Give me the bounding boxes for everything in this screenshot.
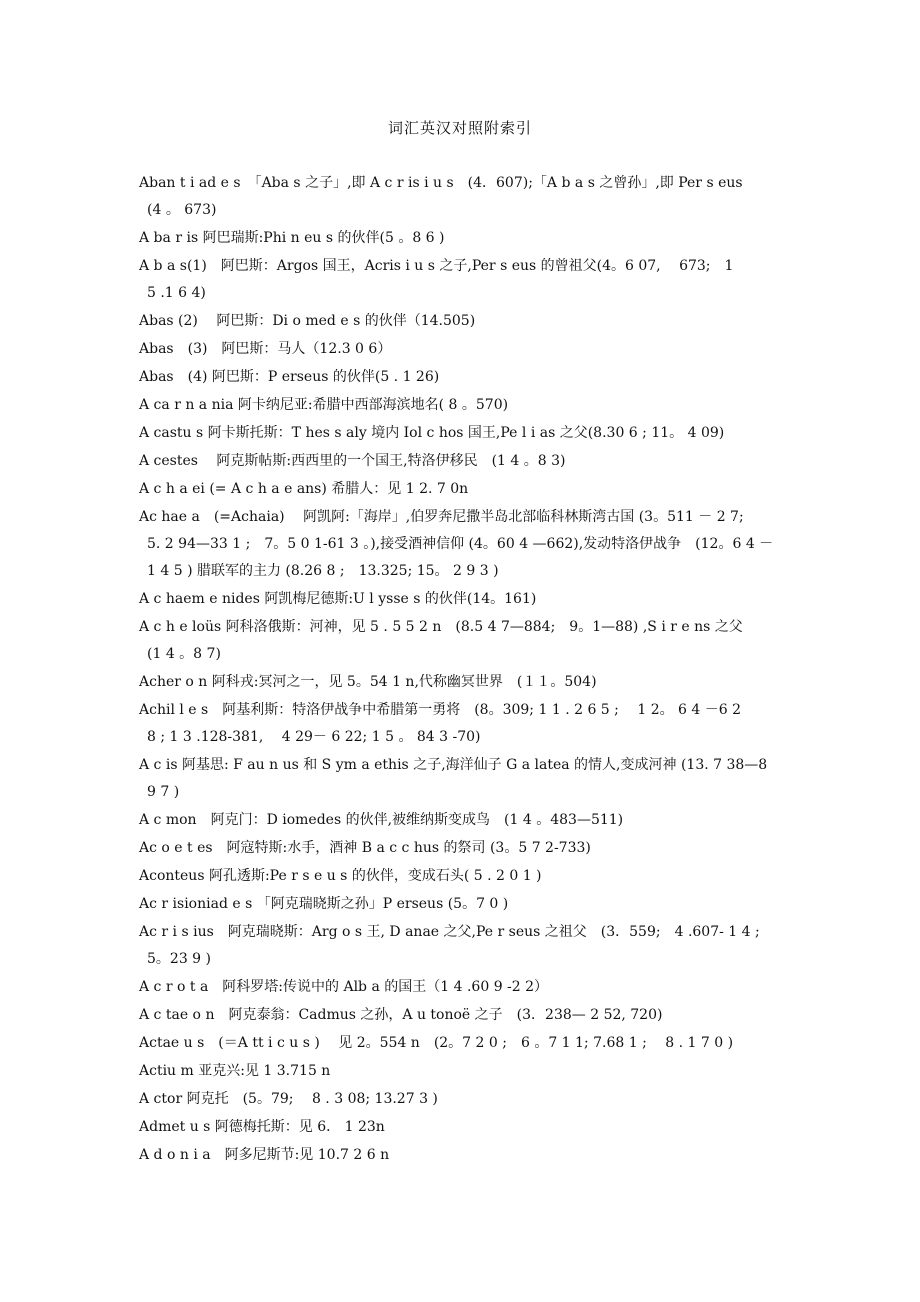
entry-line: Ac hae a (=Achaia) 阿凯阿:「海岸」,伯罗奔尼撒半岛北部临科林斯湾古国 (3。511 － 2 7; xyxy=(139,509,744,525)
index-entry-list xyxy=(139,170,799,1170)
index-entry xyxy=(139,336,799,363)
index-entry xyxy=(139,669,799,696)
entry-line: A c haem e nides 阿凯梅尼德斯:U l ysse s 的伙伴(14。161) xyxy=(139,591,537,607)
index-entry xyxy=(139,170,799,224)
entry-line: A ctor 阿克托 (5。79; 8 . 3 08; 13.27 3 ) xyxy=(139,1091,438,1107)
entry-continuation-line: 5 .1 6 4) xyxy=(147,285,206,301)
entry-line: A c h a ei (= A c h a e ans) 希腊人：见 1 2. 7 0n xyxy=(139,481,469,497)
index-entry xyxy=(139,1058,799,1085)
entry-line: Actiu m 亚克兴:见 1 3.715 n xyxy=(139,1063,331,1079)
entry-continuation-line: (1 4 。8 7) xyxy=(147,646,221,662)
index-entry xyxy=(139,364,799,391)
entry-line: A c is 阿基思: F au n us 和 S ym a ethis 之子,海洋仙子 G a latea 的情人,变成河神 (13. 7 38—8 xyxy=(139,757,768,773)
entry-line: A c h e loüs 阿科洛俄斯：河神，见 5 . 5 5 2 n (8.5 4 7—884; 9。1—88) ,S i r e ns 之父 xyxy=(139,619,743,635)
index-entry xyxy=(139,586,799,613)
entry-line: Abas (2) 阿巴斯：Di o med e s 的伙伴（14.505) xyxy=(139,313,476,329)
entry-line: A c r o t a 阿科罗塔:传说中的 Alb a 的国王（1 4 .60 9 -2 2） xyxy=(139,979,549,995)
entry-line: A ca r n a nia 阿卡纳尼亚:希腊中西部海滨地名( 8 。570) xyxy=(139,397,509,413)
index-entry xyxy=(139,1086,799,1113)
entry-continuation-line: 5. 2 94—33 1 ; 7。5 0 1-61 3 。),接受酒神信仰 (4。60 4 —662),发动特洛伊战争 (12。6 4 － xyxy=(147,536,774,552)
entry-line: A c mon 阿克门：D iomedes 的伙伴,被维纳斯变成鸟 (1 4 。483—511) xyxy=(139,812,624,828)
entry-line: A c tae o n 阿克泰翁：Cadmus 之孙，A u tonoë 之子 (3．238— 2 52, 720) xyxy=(139,1007,663,1023)
index-entry xyxy=(139,974,799,1001)
entry-continuation-line: 9 7 ) xyxy=(147,784,180,800)
index-entry xyxy=(139,308,799,335)
entry-continuation-line: 8 ; 1 3 .128-381, 4 29－ 6 22; 1 5 。 84 3 -70) xyxy=(147,729,481,745)
entry-continuation-line: 1 4 5 ) 腊联军的主力 (8.26 8 ; 13.325; 15。 2 9 3 ) xyxy=(147,563,499,579)
entry-line: Ac r i s ius 阿克瑞晓斯：Arg o s 王, D anae 之父,Pe r seus 之祖父 (3．559; 4 .607- 1 4 ; xyxy=(139,924,760,940)
entry-line: Abas (3) 阿巴斯：马人（12.3 0 6） xyxy=(139,341,392,357)
entry-line: Admet u s 阿德梅托斯：见 6． 1 23n xyxy=(139,1119,385,1135)
index-entry xyxy=(139,476,799,503)
entry-line: A ba r is 阿巴瑞斯:Phi n eu s 的伙伴(5 。8 6 ) xyxy=(139,230,445,246)
index-entry xyxy=(139,225,799,252)
index-entry xyxy=(139,1142,799,1169)
entry-line: Aban t i ad e s 「Aba s 之子」,即 A c r is i u s (4．607);「A b a s 之曾孙」,即 Per s eus xyxy=(139,175,743,191)
index-entry xyxy=(139,420,799,447)
entry-line: A cestes 阿克斯帖斯:西西里的一个国王,特洛伊移民 (1 4 。8 3) xyxy=(139,453,566,469)
index-entry xyxy=(139,392,799,419)
index-entry xyxy=(139,919,799,973)
entry-line: Ac o e t es 阿寇特斯:水手，酒神 B a c c hus 的祭司 (3。5 7 2-733) xyxy=(139,840,591,856)
entry-continuation-line: (4 。 673) xyxy=(147,202,217,218)
index-entry xyxy=(139,448,799,475)
entry-line: Aconteus 阿孔透斯:Pe r s e u s 的伙伴，变成石头( 5 . 2 0 1 ) xyxy=(139,868,542,884)
index-entry xyxy=(139,891,799,918)
index-entry xyxy=(139,807,799,834)
entry-line: Achil l e s 阿基利斯：特洛伊战争中希腊第一勇将 (8。309; 1 1 . 2 6 5 ; 1 2。 6 4 －6 2 xyxy=(139,702,742,718)
entry-continuation-line: 5。23 9 ) xyxy=(147,951,211,967)
index-entry xyxy=(139,697,799,751)
index-entry xyxy=(139,752,799,806)
entry-line: A d o n i a 阿多尼斯节:见 10.7 2 6 n xyxy=(139,1147,390,1163)
index-entry xyxy=(139,1114,799,1141)
entry-line: Abas (4) 阿巴斯：P erseus 的伙伴(5 . 1 26) xyxy=(139,369,440,385)
index-entry xyxy=(139,1002,799,1029)
index-entry xyxy=(139,253,799,307)
entry-line: Acher o n 阿科戎:冥河之一，见 5。54 1 n,代称幽冥世界 (１１。504) xyxy=(139,674,597,690)
entry-line: Actae u s (＝A tt i c u s ) 见 2。554 n (2。7 2 0 ; 6 。7 1 1; 7.68 1 ; 8 . 1 7 0 ) xyxy=(139,1035,734,1051)
entry-line: Ac r isioniad e s 「阿克瑞晓斯之孙」P erseus (5。7 0 ) xyxy=(139,896,509,912)
index-entry xyxy=(139,614,799,668)
index-entry xyxy=(139,863,799,890)
page-title: 词汇英汉对照附索引 xyxy=(387,119,532,137)
entry-line: A b a s(1) 阿巴斯：Argos 国王，Acris i u s 之子,Per s eus 的曾祖父(4。6 07, 673; 1 xyxy=(139,258,734,274)
index-entry xyxy=(139,504,799,585)
index-entry xyxy=(139,1030,799,1057)
index-entry xyxy=(139,835,799,862)
entry-line: A castu s 阿卡斯托斯：T hes s aly 境内 Iol c hos 国王,Pe l i as 之父(8.30 6 ; 11。 4 09) xyxy=(139,425,725,441)
